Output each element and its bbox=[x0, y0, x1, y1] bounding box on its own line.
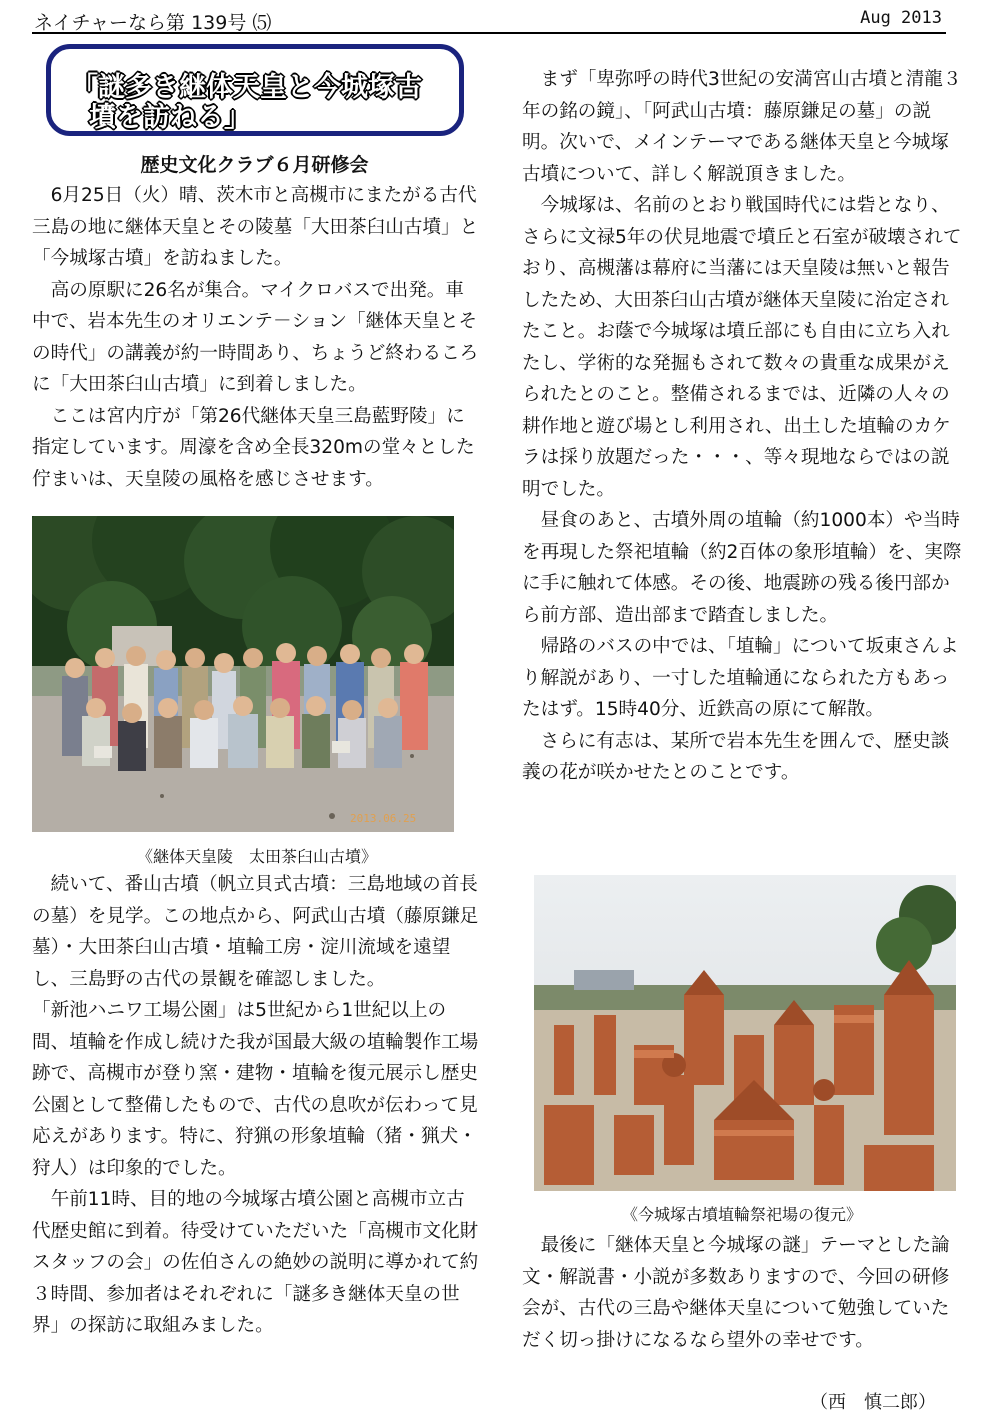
photo-caption: 《継体天皇陵 太田茶臼山古墳》 bbox=[136, 847, 377, 866]
paragraph: 帰路のバスの中では、「埴輪」について坂東さんより解説があり、一寸した埴輪通になられた方もあったはず。15時40分、近鉄高の原にて解散。 bbox=[522, 636, 959, 720]
paragraph: 「新池ハニワ工場公園」は5世紀から1世紀以上の間、埴輪を作成し続けた我が国最大級の埴輪製作工場跡で、高槻市が登り窯・建物・埴輪を復元展示し歴史公園として整備したもので、古代の息吹が伝わって見応えがあります。特に、狩猟の形象埴輪（猪・猟犬・狩人）は印象的でした。 bbox=[32, 1000, 479, 1179]
group-photo-image bbox=[32, 516, 454, 832]
paragraph: 今城塚は、名前のとおり戦国時代には砦となり、さらに文禄5年の伏見地震で墳丘と石室が破壊されており、高槻藩は幕府に当藩には天皇陵は無いと報告したため、大田茶臼山古墳が継体天皇陵に治定されたこと。お蔭で今城塚は墳丘部にも自由に立ち入れたし、学術的な発掘もされて数々の貴重な成果がえられたとのこと。整備されるまでは、近隣の人々の耕作地と遊び場とし利用され、出土した埴輪のカケラは採り放題だった・・・、等々現地ならではの説明でした。 bbox=[522, 195, 962, 500]
paragraph: 午前11時、目的地の今城塚古墳公園と高槻市立古代歴史館に到着。待受けていただいた「高槻市文化財スタッフの会」の佐伯さんの絶妙の説明に導かれて約３時間、参加者はそれぞれに「謎多き継体天皇の世界」の探訪に取組みました。 bbox=[32, 1189, 479, 1336]
paragraph: 最後に「継体天皇と今城塚の謎」テーマとした論文・解説書・小説が多数ありますので、今回の研修会が、古代の三島や継体天皇について勉強していただく切っ掛けになるなら望外の幸せです。 bbox=[522, 1235, 950, 1351]
article-subtitle: 歴史文化クラブ６月研修会 bbox=[140, 154, 369, 176]
column-right-top bbox=[522, 64, 962, 789]
article-title-line2: 墳を訪ねる」 bbox=[89, 102, 251, 133]
paragraph: 昼食のあと、古墳外周の埴輪（約1000本）や当時を再現した祭祀埴輪（約2百体の象形埴輪）を、実際に手に触れて体感。その後、地震跡の残る後円部から前方部、造出部まで踏査しました。 bbox=[522, 510, 962, 626]
group-photo bbox=[32, 516, 454, 832]
column-left-top bbox=[32, 180, 482, 495]
paragraph: 続いて、番山古墳（帆立貝式古墳：三島地域の首長の墓）を見学。この地点から、阿武山古墳（藤原鎌足墓）・大田茶臼山古墳・埴輪工房・淀川流域を遠望し、三島野の古代の景観を確認しました。 bbox=[32, 874, 479, 990]
paragraph: 高の原駅に26名が集合。マイクロバスで出発。車中で、岩本先生のオリエンテ－ション「継体天皇とその時代」の講義が約一時間あり、ちょうど終わるころに「大田茶臼山古墳」に到着しました。 bbox=[32, 279, 479, 395]
paragraph: さらに有志は、某所で岩本先生を囲んで、歴史談義の花が咲かせたとのことです。 bbox=[522, 730, 950, 783]
photo-date-stamp: 2013.06.25 bbox=[350, 812, 417, 825]
photo-caption: 《今城塚古墳埴輪祭祀場の復元》 bbox=[621, 1205, 862, 1224]
author-signature: （西 慎二郎） bbox=[810, 1392, 936, 1413]
article-title-box bbox=[46, 44, 464, 136]
haniwa-photo-image bbox=[534, 875, 956, 1191]
paragraph: ここは宮内庁が「第26代継体天皇三島藍野陵」に指定しています。周濠を含め全長320mの堂々とした佇まいは、天皇陵の風格を感じさせます。 bbox=[32, 405, 475, 490]
paragraph: 6月25日（火）晴、茨木市と高槻市にまたがる古代三島の地に継体天皇とその陵墓「大田茶臼山古墳」と「今城塚古墳」を訪ねました。 bbox=[32, 185, 479, 269]
column-left-bottom bbox=[32, 869, 482, 1342]
paragraph: まず「卑弥呼の時代3世紀の安満宮山古墳と清龍３年の銘の鏡」、「阿武山古墳：藤原鎌足の墓」の説明。次いで、メインテーマである継体天皇と今城塚古墳について、詳しく解説頂きました。 bbox=[522, 69, 962, 185]
article-title-line1: 「謎多き継体天皇と今城塚古 bbox=[71, 72, 422, 103]
haniwa-photo bbox=[534, 875, 956, 1191]
column-right-bottom bbox=[522, 1230, 962, 1356]
issue-date: Aug 2013 bbox=[860, 8, 942, 28]
page-header bbox=[32, 4, 946, 34]
issue-label: ネイチャーなら第 139号 ⑸ bbox=[34, 12, 272, 34]
